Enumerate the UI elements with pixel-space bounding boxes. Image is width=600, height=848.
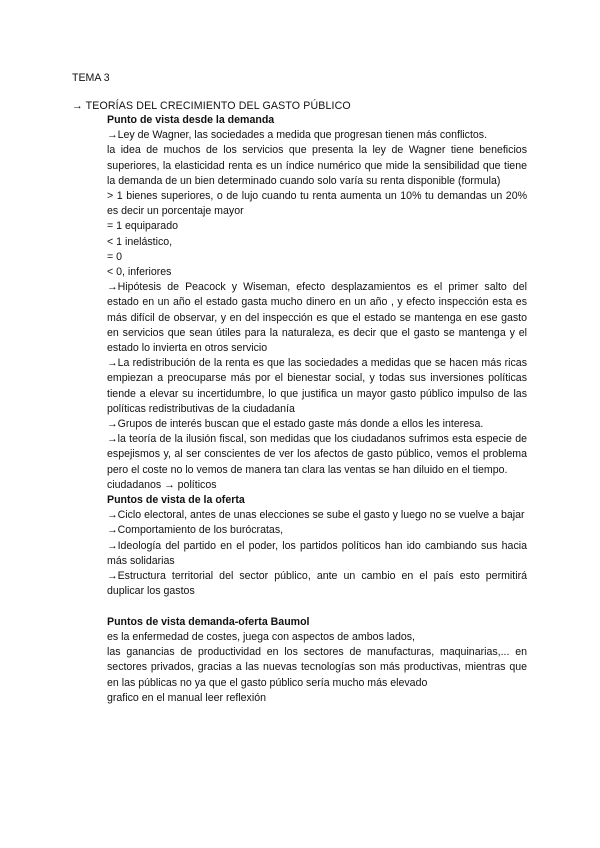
list-item-less-zero: < 0, inferiores [107, 266, 172, 279]
paragraph-redistribution: →La redistribución de la renta es que las sociedades a medidas que se hacen más ricas empiezan a preocuparse más por el bienestar social, y todas sus inversiones políticas tiende a elevar su incertidumbre, lo que justifica un mayor gasto público impulso de las políticas redistributivas de la ciudadanía [107, 357, 527, 415]
paragraph-graph-note: grafico en el manual leer reflexión [107, 691, 266, 704]
paragraph-territorial-structure: →Estructura territorial del sector público, ante un cambio en el país esto permitirá duplicar los gastos [107, 570, 527, 598]
section-heading-baumol: Puntos de vista demanda-oferta Baumol [107, 615, 310, 628]
list-item-equal-one: = 1 equiparado [107, 220, 178, 233]
paragraph-productivity: las ganancias de productividad en los sectores de manufacturas, maquinarias,... en sectores privados, gracias a las nuevas tecnologías son más productivas, mientras que en las públicas no ya que el gasto público sería mucho más elevado [107, 646, 527, 689]
paragraph-elasticity: la idea de muchos de los servicios que presenta la ley de Wagner tiene beneficios superiores, la elasticidad renta es un índice numérico que mide la sensibilidad que tiene la demanda de un bien determinado cuando solo varía su renta disponible (formula) [107, 144, 527, 187]
section-spacer [107, 600, 527, 615]
main-heading: → TEORÍAS DEL CRECIMIENTO DEL GASTO PÚBLICO [72, 100, 351, 112]
paragraph-wagner-law: →Ley de Wagner, las sociedades a medida que progresan tienen más conflictos. [107, 129, 488, 142]
paragraph-fiscal-illusion: →la teoría de la ilusión fiscal, son medidas que los ciudadanos sufrimos esta especie de espejismos y, al ser conscientes de ver los afectos de gasto público, vemos el problema pero el coste no lo vemos de manera tan clara las ventas se han diluido en el tiempo. [107, 433, 527, 476]
paragraph-ideology: →Ideología del partido en el poder, los partidos políticos han ido cambiando sus hacia más solidarias [107, 539, 527, 567]
paragraph-electoral-cycle: →Ciclo electoral, antes de unas elecciones se sube el gasto y luego no se vuelve a bajar [107, 509, 525, 522]
paragraph-citizens-politicians: ciudadanos → políticos [107, 478, 217, 491]
paragraph-cost-disease: es la enfermedad de costes, juega con aspectos de ambos lados, [107, 630, 415, 643]
list-item-less-one: < 1 inelástico, [107, 235, 173, 248]
paragraph-bureaucrats: →Comportamiento de los burócratas, [107, 524, 284, 537]
document-body [107, 113, 527, 706]
paragraph-superior-goods: > 1 bienes superiores, o de lujo cuando tu renta aumenta un 10% tu demandas un 20% es decir un porcentaje mayor [107, 190, 527, 218]
paragraph-interest-groups: →Grupos de interés buscan que el estado gaste más donde a ellos les interesa. [107, 418, 484, 431]
section-heading-demand: Punto de vista desde la demanda [107, 114, 275, 126]
list-item-equal-zero: = 0 [107, 250, 123, 263]
section-heading-supply: Puntos de vista de la oferta [107, 494, 245, 507]
page-title: TEMA 3 [72, 72, 110, 84]
paragraph-peacock-wiseman: →Hipótesis de Peacock y Wiseman, efecto desplazamientos es el primer salto del estado en un año el estado gasta mucho dinero en un año , y efecto inspección esta es más difícil de observar, y en del inspección es que el estado se mantenga en ese gasto en servicios que sean útiles para la naturaleza, es decir que el gasto se mantenga y el estado lo invierta en otros servicio [107, 281, 527, 355]
